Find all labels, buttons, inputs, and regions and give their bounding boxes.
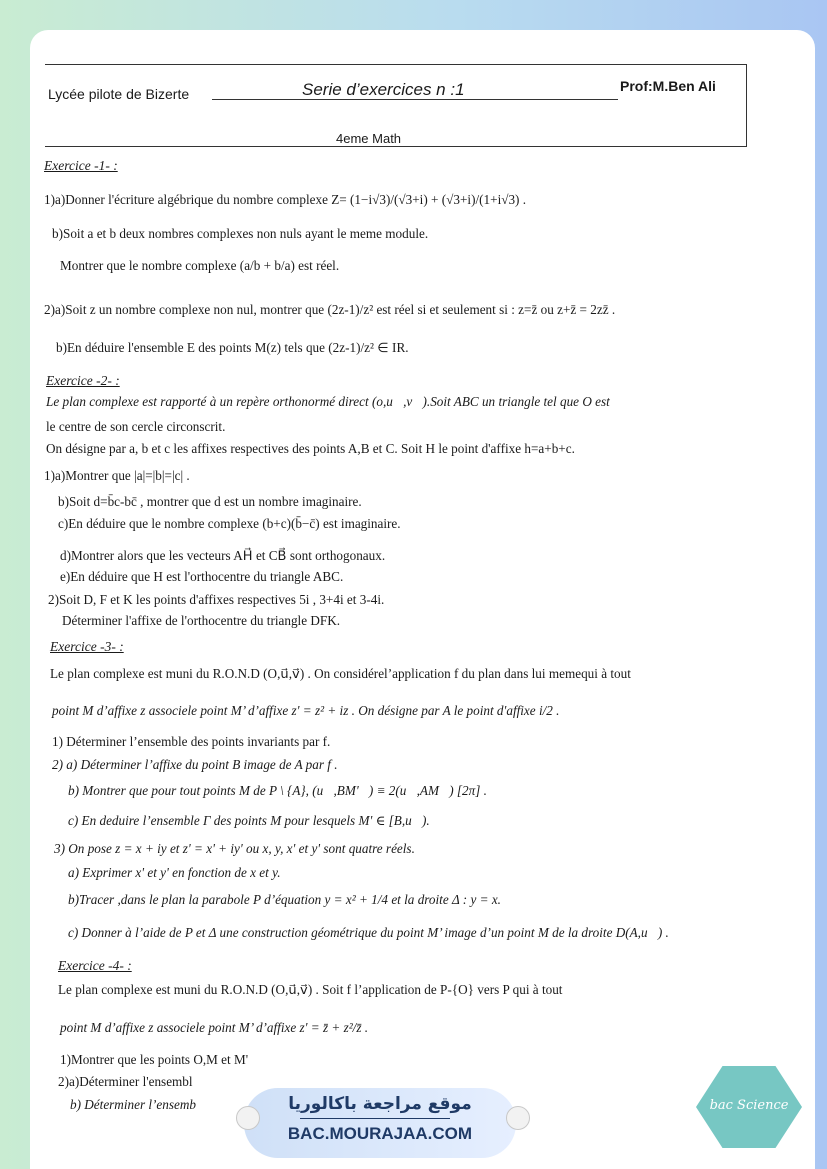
exercise-1-title: Exercice -1- : [44,158,118,173]
exercise-3-line: a) Exprimer x' et y' en fonction de x et y. [68,865,281,880]
class-level: 4eme Math [336,131,402,146]
exercise-3-title: Exercice -3- : [50,639,124,654]
exercise-1-line: Montrer que le nombre complexe (a/b + b/a) est réel. [60,258,340,273]
books-icon [506,1106,530,1130]
school-name: Lycée pilote de Bizerte [48,86,190,102]
exercise-3-line: point M d’affixe z associele point M’ d’affixe z' = z² + iz . On désigne par A le point d'affixe i/2 . [52,703,560,718]
exercise-3-line: b) Montrer que pour tout points M de P \ {A}, (u⃗,BM'⃗) ≡ 2(u⃗,AM⃗) [2π] . [68,783,487,798]
exercise-3-line: c) Donner à l’aide de P et Δ une construction géométrique du point M’ image d’un point M de la droite D(A,u⃗) . [68,925,669,940]
header-border-top [45,64,747,65]
exercise-2-line: On désigne par a, b et c les affixes respectives des points A,B et C. Soit H le point d'affixe h=a+b+c. [46,441,575,456]
site-url[interactable]: BAC.MOURAJAA.COM [287,1124,473,1143]
exercise-4-title: Exercice -4- : [58,958,132,973]
exercise-2-line: Le plan complexe est rapporté à un repère orthonormé direct (o,u⃗,v⃗).Soit ABC un triangle tel que O est [46,394,610,409]
exercise-2-title: Exercice -2- : [46,373,120,388]
exercise-2-line: b)Soit d=b̄c-bc̄ , montrer que d est un nombre imaginaire. [58,494,362,509]
exercise-4-line: 2)a)Déterminer l'ensembl [58,1074,193,1089]
exercise-2-line: 2)Soit D, F et K les points d'affixes respectives 5i , 3+4i et 3-4i. [48,592,385,607]
exercise-3-line: b)Tracer ,dans le plan la parabole P d’équation y = x² + 1/4 et la droite Δ : y = x. [68,892,501,907]
exercise-2-line: c)En déduire que le nombre complexe (b+c)(b̄−c̄) est imaginaire. [58,516,401,531]
exercise-3-line: 3) On pose z = x + iy et z' = x' + iy' ou x, y, x' et y' sont quatre réels. [54,841,415,856]
exercise-4-line: point M d’affixe z associele point M’ d’affixe z' = z̄ + z²/z̄ . [60,1020,369,1035]
site-name-arabic: موقع مراجعة باكالوريا [288,1094,472,1114]
exercise-4-line: b) Déterminer l’ensemb [70,1097,196,1112]
exercise-2-line: e)En déduire que H est l'orthocentre du triangle ABC. [60,569,344,584]
exercise-3-line: c) En deduire l’ensemble Γ des points M pour lesquels M' ∈ [B,u⃗). [68,813,430,828]
exercise-1-line: b)Soit a et b deux nombres complexes non nuls ayant le meme module. [52,226,429,241]
header-border-bottom [45,146,747,147]
exercise-2-line: le centre de son cercle circonscrit. [46,419,226,434]
teacher-name: Prof:M.Ben Ali [620,78,716,94]
header-border-right [746,64,747,146]
exercise-2-line: d)Montrer alors que les vecteurs AH⃗ et CB⃗ sont orthogonaux. [60,548,386,563]
exercise-3-line: Le plan complexe est muni du R.O.N.D (O,u⃗,v⃗) . On considérel’application f du plan dans lui memequi à tout [50,666,631,681]
exercise-1-line: 1)a)Donner l'écriture algébrique du nombre complexe Z= (1−i√3)/(√3+i) + (√3+i)/(1+i√3) . [44,192,527,207]
exercise-3-line: 1) Déterminer l’ensemble des points invariants par f. [52,734,331,749]
exercise-4-line: 1)Montrer que les points O,M et M' [60,1052,249,1067]
exercise-1-line: b)En déduire l'ensemble E des points M(z) tels que (2z-1)/z² ∈ IR. [56,340,409,355]
exercise-1-line: 2)a)Soit z un nombre complexe non nul, montrer que (2z-1)/z² est réel si et seulement si : z=z̄ ou z+z̄ = 2zz̄ . [44,302,616,317]
site-name-underline [300,1118,450,1119]
books-icon [236,1106,260,1130]
exercise-2-line: Déterminer l'affixe de l'orthocentre du triangle DFK. [62,613,341,628]
logo-text: bac Science [709,1098,789,1113]
exercise-2-line: 1)a)Montrer que |a|=|b|=|c| . [44,468,190,483]
series-title: Serie d’exercices n :1 [302,80,465,99]
exercise-3-line: 2) a) Déterminer l’affixe du point B image de A par f . [52,757,338,772]
exercise-4-line: Le plan complexe est muni du R.O.N.D (O,u⃗,v⃗) . Soit f l’application de P-{O} vers P qui à tout [58,982,563,997]
